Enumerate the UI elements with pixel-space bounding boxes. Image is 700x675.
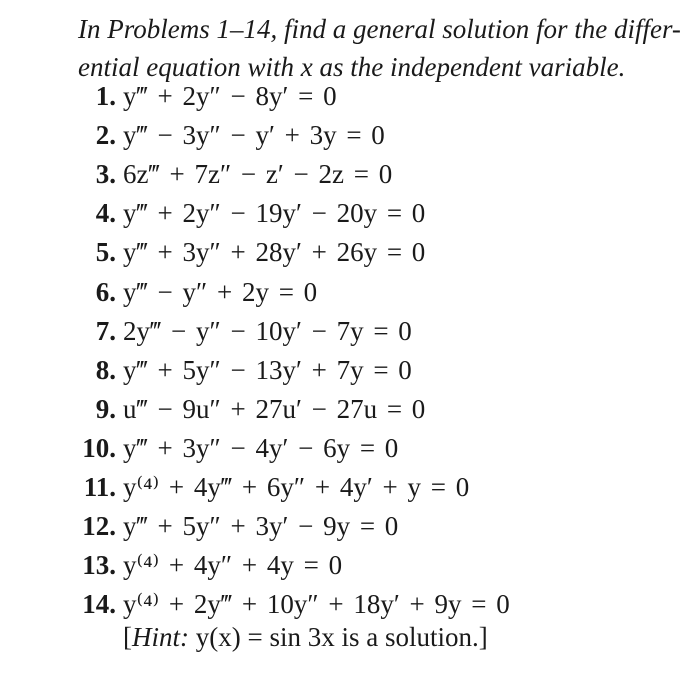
- instructions-line-2: ential equation with x as the independent variable.: [78, 52, 626, 82]
- problem-14-hint: [123, 617, 488, 657]
- problem-item: [0, 115, 700, 155]
- problem-equation: y‴ + 3y″ − 4y′ − 6y = 0: [123, 433, 399, 463]
- problem-number: 11.: [83, 472, 116, 502]
- hint-text: = sin 3x is a solution.]: [240, 622, 488, 652]
- problem-equation: y‴ + 2y″ − 8y′ = 0: [123, 81, 337, 111]
- problem-item: [0, 506, 700, 546]
- problem-equation: y⁽⁴⁾ + 4y″ + 4y = 0: [123, 550, 343, 580]
- hint-expression: y(x): [195, 622, 241, 652]
- problem-item: [0, 428, 700, 468]
- problem-number: 7.: [95, 316, 116, 346]
- problem-equation: y‴ + 3y″ + 28y′ + 26y = 0: [123, 237, 426, 267]
- problem-number: 5.: [95, 237, 116, 267]
- problem-equation: y‴ − y″ + 2y = 0: [123, 277, 318, 307]
- problem-number: 13.: [82, 550, 116, 580]
- problem-equation: 6z‴ + 7z″ − z′ − 2z = 0: [123, 159, 393, 189]
- problem-item: [0, 272, 700, 312]
- problem-number: 4.: [95, 198, 116, 228]
- problem-equation: 2y‴ − y″ − 10y′ − 7y = 0: [123, 316, 412, 346]
- problem-number: 14.: [82, 589, 116, 619]
- problem-equation: y‴ − 3y″ − y′ + 3y = 0: [123, 120, 385, 150]
- problem-item: [0, 350, 700, 390]
- problem-item: [0, 193, 700, 233]
- problem-equation: u‴ − 9u″ + 27u′ − 27u = 0: [123, 394, 426, 424]
- problem-number: 3.: [95, 159, 116, 189]
- problem-number: 10.: [82, 433, 116, 463]
- problem-number: 2.: [95, 120, 116, 150]
- hint-label: Hint:: [132, 622, 189, 652]
- problem-number: 8.: [95, 355, 116, 385]
- problem-item: [0, 311, 700, 351]
- problem-number: 9.: [95, 394, 116, 424]
- problem-equation: y⁽⁴⁾ + 4y‴ + 6y″ + 4y′ + y = 0: [123, 472, 470, 502]
- problem-item: [0, 232, 700, 272]
- problem-item: [0, 389, 700, 429]
- problem-equation: y⁽⁴⁾ + 2y‴ + 10y″ + 18y′ + 9y = 0: [123, 589, 510, 619]
- problem-set-instructions: [78, 10, 693, 86]
- problem-number: 6.: [95, 277, 116, 307]
- problem-item: [0, 467, 700, 507]
- problem-item: [0, 545, 700, 585]
- problem-number: 12.: [82, 511, 116, 541]
- instructions-line-1: In Problems 1–14, find a general solution for the differ-: [78, 14, 681, 44]
- problem-number: 1.: [95, 81, 116, 111]
- problem-equation: y‴ + 5y″ − 13y′ + 7y = 0: [123, 355, 412, 385]
- hint-open-bracket: [: [123, 622, 132, 652]
- problem-item: [0, 154, 700, 194]
- problem-item: [0, 76, 700, 116]
- problem-equation: y‴ + 5y″ + 3y′ − 9y = 0: [123, 511, 399, 541]
- problem-equation: y‴ + 2y″ − 19y′ − 20y = 0: [123, 198, 426, 228]
